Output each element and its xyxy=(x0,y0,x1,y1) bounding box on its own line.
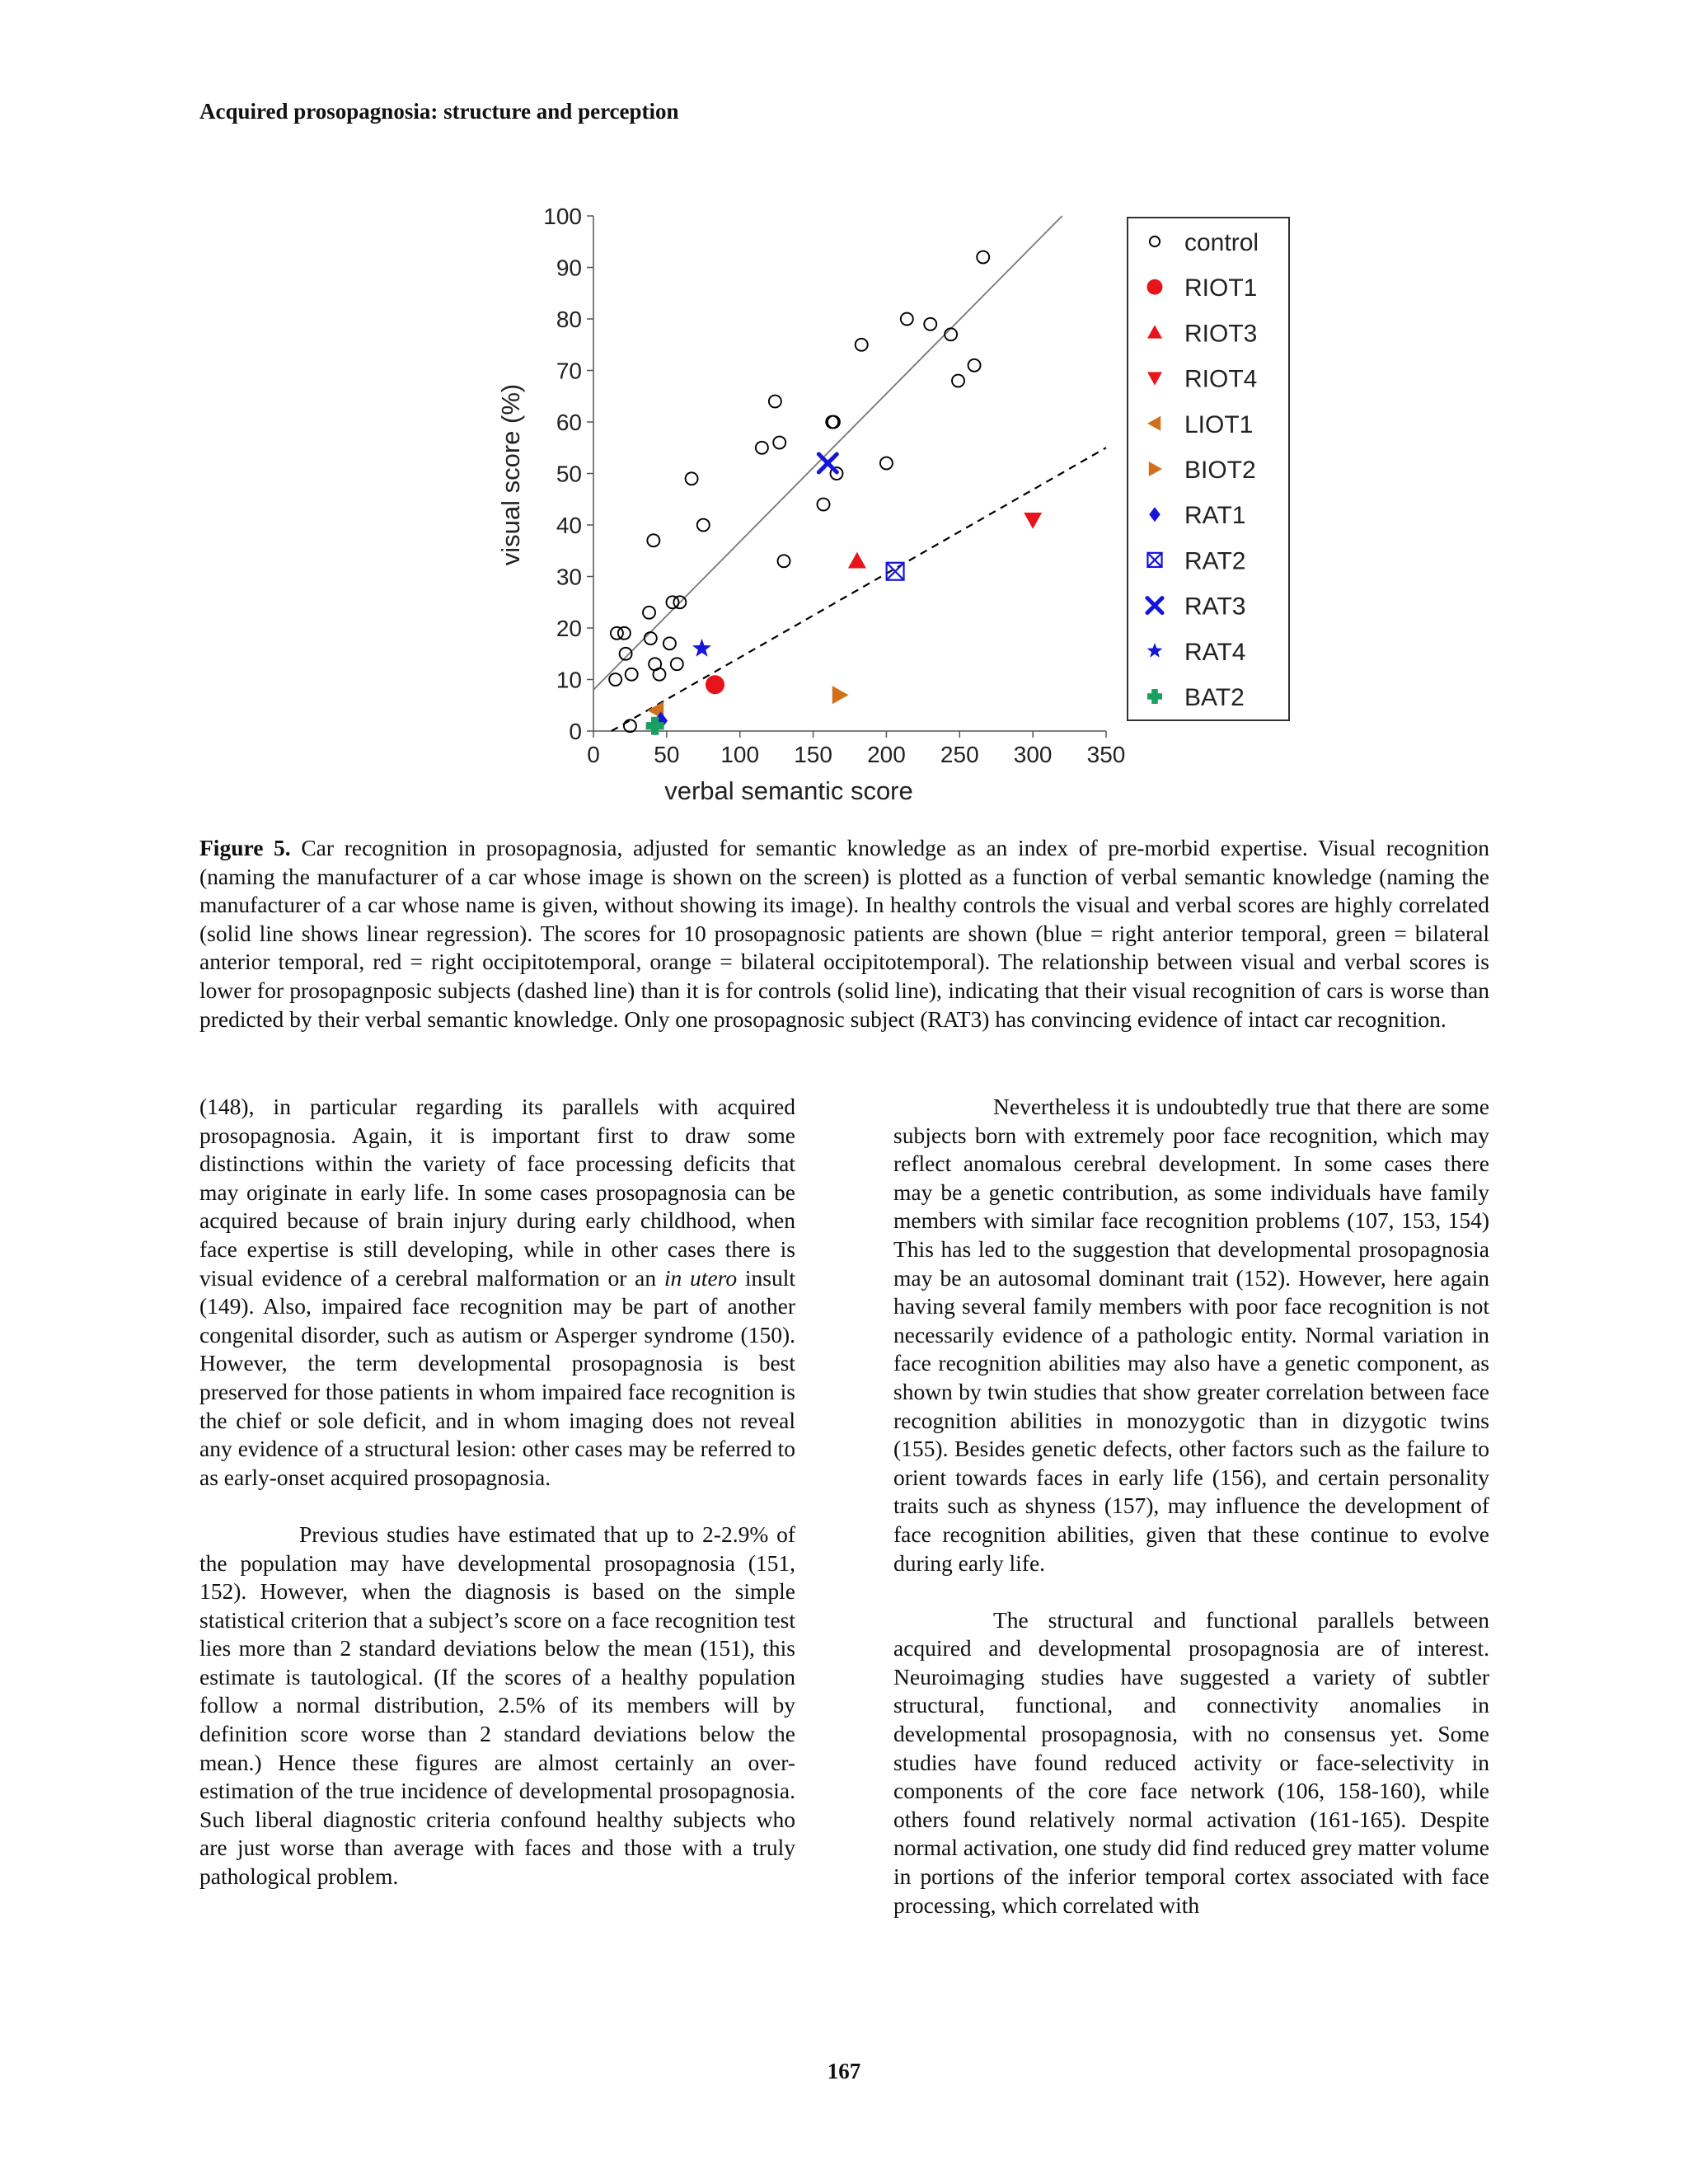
data-point-RIOT1 xyxy=(706,675,724,694)
axis-ticks xyxy=(543,204,1125,767)
y-tick-label: 80 xyxy=(556,307,582,332)
data-point-control xyxy=(924,318,936,330)
legend-label: RAT1 xyxy=(1184,502,1246,530)
y-tick-label: 70 xyxy=(556,358,582,384)
figure-caption xyxy=(199,834,1489,1033)
data-point-control xyxy=(624,719,636,732)
data-point-RAT4 xyxy=(692,639,711,657)
data-point-control xyxy=(618,627,631,640)
legend-label: control xyxy=(1184,229,1259,256)
x-tick-label: 200 xyxy=(867,742,906,767)
caption-text: Car recognition in prosopagnosia, adjusted for semantic knowledge as an index of pre-morbid expertise. Visual recognition (naming the manufacturer of a car whose image is shown on the screen) is plotted as a function of verbal semantic knowledge (naming the manufacturer of a car whose name is given, without showing its image). In healthy controls the visual and verbal scores are highly correlated (solid line shows linear regression). The scores for 10 prosopagnosic patients are shown (blue = right anterior temporal, green = bilateral anterior temporal, red = right occipitotemporal, orange = bilateral occipitotemporal). The relationship between visual and verbal scores is lower for prosopagnposic subjects (dashed line) than it is for controls (solid line), indicating that their visual recognition of cars is worse than predicted by their verbal semantic knowledge. Only one prosopagnosic subject (RAT3) has convincing evidence of intact car recognition. xyxy=(199,835,1489,1032)
data-point-control xyxy=(945,328,957,340)
x-tick-label: 250 xyxy=(940,742,979,767)
data-point-control xyxy=(643,607,655,619)
y-tick-label: 90 xyxy=(556,255,582,281)
data-points xyxy=(609,251,1042,735)
data-point-RIOT4 xyxy=(1024,513,1042,529)
data-point-control xyxy=(856,339,868,351)
x-tick-label: 100 xyxy=(720,742,760,767)
running-head: Acquired prosopagnosia: structure and perception xyxy=(199,99,679,124)
data-point-RAT3 xyxy=(818,454,837,472)
legend-marker-control xyxy=(1150,237,1160,246)
data-point-control xyxy=(952,375,964,387)
legend-label: RIOT3 xyxy=(1184,320,1258,348)
legend-marker-RAT4 xyxy=(1147,643,1163,658)
y-tick-label: 100 xyxy=(543,204,582,229)
legend-label: RAT2 xyxy=(1184,547,1246,575)
legend-marker-RAT2 xyxy=(1147,553,1161,567)
italic-phrase: in utero xyxy=(663,1264,738,1291)
caption-label: Figure 5. xyxy=(199,835,291,860)
y-axis-label: visual score (%) xyxy=(496,383,525,566)
data-point-control xyxy=(686,472,698,485)
y-tick-label: 40 xyxy=(556,513,582,538)
data-point-BIOT2 xyxy=(832,686,849,704)
data-point-control xyxy=(645,632,657,644)
data-point-control xyxy=(647,534,659,546)
legend-label: BAT2 xyxy=(1184,684,1245,711)
data-point-control xyxy=(609,673,621,686)
legend-marker-RAT3 xyxy=(1147,598,1162,613)
paragraph: Previous studies have estimated that up to 2-2.9% of the population may have developmental prosopagnosia (151, 152). However, when the diagnosis is based on the simple statistical criterion that a subject’s score on a face recognition test lies more than 2 standard deviations below the mean (151), this estimate is tautological. (If the scores of a healthy population follow a normal distribution, 2.5% of its members will by definition score worse than 2 standard deviations below the mean.) Hence these figures are almost certainly an over-estimation of the true incidence of developmental prosopagnosia. Such liberal diagnostic criteria confound healthy subjects who are just worse than average with faces and those with a truly pathological problem. xyxy=(199,1521,795,1890)
x-axis-label: verbal semantic score xyxy=(664,776,913,805)
data-point-control xyxy=(671,658,683,670)
legend-label: RAT3 xyxy=(1184,593,1246,621)
data-point-control xyxy=(880,457,893,470)
data-point-control xyxy=(663,637,676,649)
data-point-control xyxy=(611,627,623,640)
legend-marker-RAT1 xyxy=(1149,507,1160,522)
legend-marker-LIOT1 xyxy=(1147,416,1160,431)
data-point-control xyxy=(756,442,768,454)
data-point-RIOT3 xyxy=(848,552,866,569)
data-point-control xyxy=(666,596,678,608)
dashed-regression-line xyxy=(612,448,1106,731)
legend xyxy=(1128,218,1289,720)
x-tick-label: 150 xyxy=(794,742,832,767)
data-point-control xyxy=(653,668,665,681)
left-column xyxy=(199,1093,795,1891)
legend-marker-BAT2 xyxy=(1147,689,1162,704)
legend-label: BIOT2 xyxy=(1184,457,1256,484)
x-tick-label: 300 xyxy=(1013,742,1053,767)
right-column xyxy=(893,1093,1489,1919)
x-tick-label: 50 xyxy=(654,742,680,767)
legend-label: RIOT1 xyxy=(1184,274,1258,302)
paragraph: The structural and functional parallels between acquired and developmental prosopagnosia are of interest. Neuroimaging studies have suggested a variety of subtler structural, functional, and connectivity anomalies in developmental prosopagnosia, with no consensus yet. Some studies have found reduced activity or face-selectivity in components of the core face network (106, 158-160), while others found relatively normal activation (161-165). Despite normal activation, one study did find reduced grey matter volume in portions of the inferior temporal cortex associated with face processing, which correlated with xyxy=(893,1606,1489,1918)
data-point-control xyxy=(773,437,785,449)
y-tick-label: 0 xyxy=(569,719,582,744)
legend-label: RIOT4 xyxy=(1184,365,1258,393)
plot-frame xyxy=(593,216,1106,731)
legend-marker-RIOT4 xyxy=(1147,372,1162,385)
data-point-control xyxy=(778,555,790,567)
data-point-control xyxy=(818,499,830,511)
y-tick-label: 30 xyxy=(556,564,582,590)
legend-label: LIOT1 xyxy=(1184,410,1254,438)
legend-label: RAT4 xyxy=(1184,638,1246,666)
data-point-control xyxy=(977,251,989,264)
data-point-control xyxy=(901,313,913,326)
paragraph: Nevertheless it is undoubtedly true that there are some subjects born with extremely poor face recognition, which may reflect anomalous cerebral development. In some cases there may be a genetic contribution, as some individuals have family members with similar face recognition problems (107, 153, 154) This has led to the suggestion that developmental prosopagnosia may be an autosomal dominant trait (152). However, here again having several family members with poor face recognition is not necessarily evidence of a pathologic entity. Normal variation in face recognition abilities may also have a genetic component, as shown by twin studies that show greater correlation between face recognition abilities in monozygotic than in dizygotic twins (155). Besides genetic defects, other factors such as the failure to orient towards faces in early life (156), and certain personality traits such as shyness (157), may influence the development of face recognition abilities, given that these continue to evolve during early life. xyxy=(893,1094,1489,1576)
y-tick-label: 20 xyxy=(556,616,582,641)
scatter-chart xyxy=(486,198,1311,812)
data-point-control xyxy=(697,519,710,532)
data-point-control xyxy=(626,668,638,681)
y-tick-label: 10 xyxy=(556,667,582,693)
x-tick-label: 0 xyxy=(587,742,600,767)
legend-marker-RIOT3 xyxy=(1147,325,1162,338)
y-tick-label: 50 xyxy=(556,461,582,487)
page-number: 167 xyxy=(827,2059,861,2083)
data-point-control xyxy=(769,396,781,408)
solid-regression-line xyxy=(593,216,1062,690)
legend-marker-BIOT2 xyxy=(1149,462,1162,476)
legend-marker-RIOT1 xyxy=(1147,279,1163,295)
regression-lines xyxy=(593,216,1106,731)
y-tick-label: 60 xyxy=(556,410,582,435)
data-point-control xyxy=(968,359,981,372)
paragraph: (148), in particular regarding its parallels with acquired prosopagnosia. Again, it is important first to draw some distinctions within the variety of face processing deficits that may originate in early life. In some cases prosopagnosia can be acquired because of brain injury during early childhood, when face expertise is still developing, while in other cases there is visual evidence of a cerebral malformation or an in utero insult (149). Also, impaired face recognition may be part of another congenital disorder, such as autism or Asperger syndrome (150). However, the term developmental prosopagnosia is best preserved for those patients in whom impaired face recognition is the chief or sole deficit, and in whom imaging does not reveal any evidence of a structural lesion: other cases may be referred to as early-onset acquired prosopagnosia. xyxy=(199,1094,796,1490)
x-tick-label: 350 xyxy=(1086,742,1126,767)
